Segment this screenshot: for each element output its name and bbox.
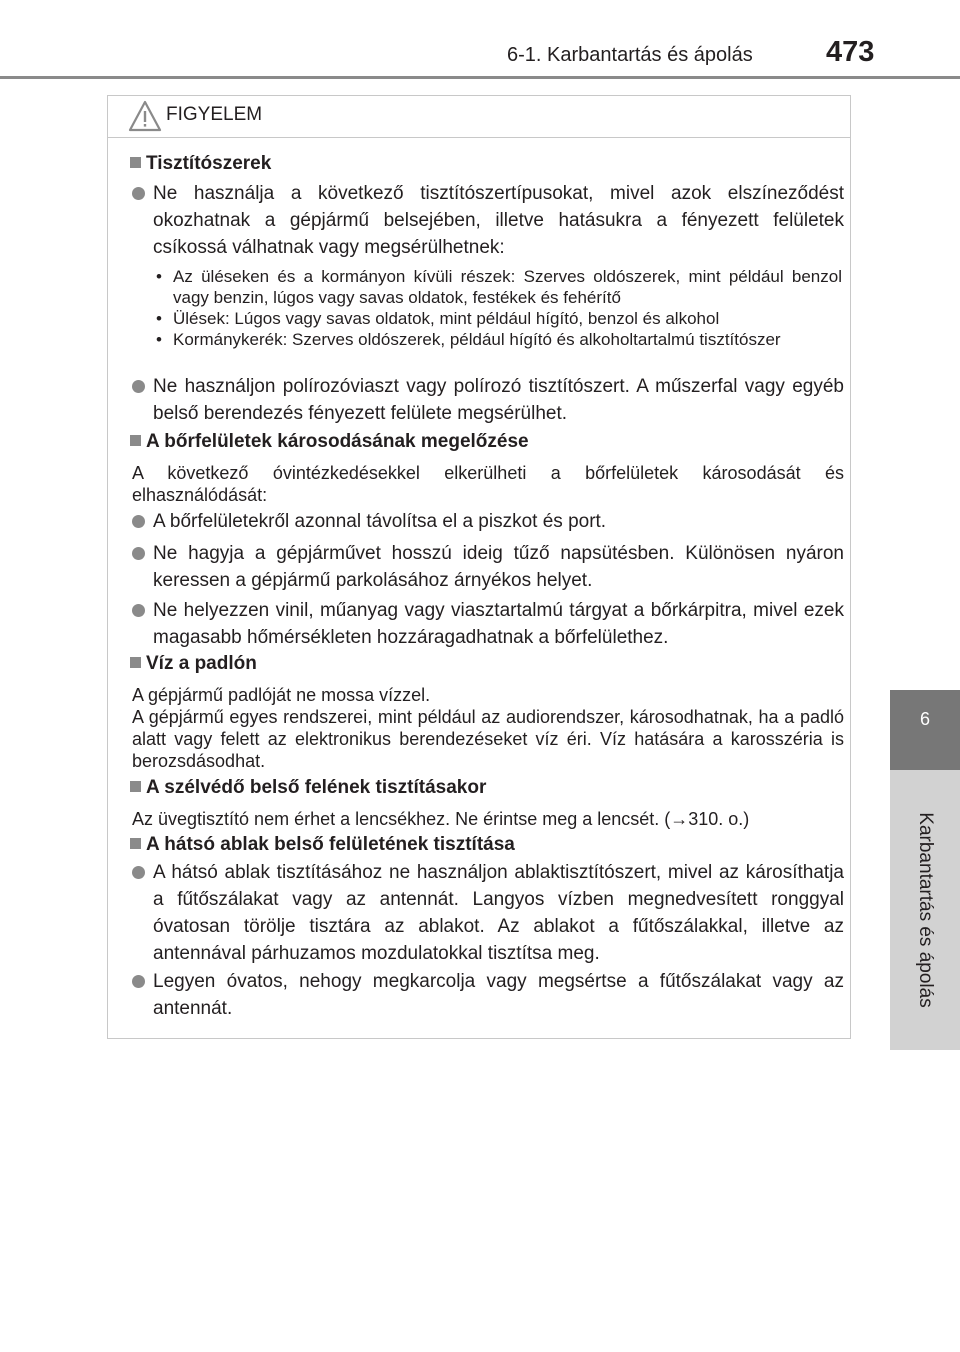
- list-item: [132, 508, 844, 535]
- list-item: [132, 968, 844, 1022]
- bullet-icon: [132, 515, 145, 528]
- section-square-icon: [130, 781, 141, 792]
- bullet-icon: [132, 604, 145, 617]
- section-square-icon: [130, 157, 141, 168]
- section-heading: Tisztítószerek: [130, 153, 271, 175]
- section-square-icon: [130, 435, 141, 446]
- list-item: [132, 540, 844, 594]
- bullet-icon: [132, 975, 145, 988]
- bullet-icon: [132, 866, 145, 879]
- sub-list: [156, 266, 842, 350]
- list-item: [132, 373, 844, 427]
- warning-box-header: [108, 96, 850, 138]
- list-item-text: Ne helyezzen vinil, műanyag vagy viasztartalmú tárgyat a bőrkárpitra, mivel ezek magasabb hőmérsékleten hozzáragadhatnak a bőrfelülethez.: [153, 600, 844, 648]
- page-section-title: 6-1. Karbantartás és ápolás: [507, 44, 753, 66]
- list-item-text: A hátsó ablak tisztításához ne használjon ablaktisztítószert, mivel az károsíthatja a fűtőszálakat vagy az antennát. Langyos vízben megnedvesített ronggyal óvatosan törölje tisztára az ablakot. Az ablakot a fűtőszálakkal, illetve az antennával párhuzamos mozdulatokkal tisztítsa meg.: [153, 862, 844, 964]
- warning-triangle-icon: [128, 100, 162, 132]
- list-item: [132, 180, 844, 261]
- bullet-icon: [132, 547, 145, 560]
- list-item-text: Legyen óvatos, nehogy megkarcolja vagy megsértse a fűtőszálakat vagy az antennát.: [153, 971, 844, 1019]
- section-heading: A hátsó ablak belső felületének tisztítása: [130, 834, 515, 856]
- warning-box: [107, 95, 851, 1039]
- page-number: 473: [826, 36, 875, 68]
- list-item-text: Ne használjon polírozóviaszt vagy polírozó tisztítószert. A műszerfal vagy egyéb belső berendezés fényezett felülete megsérülhet.: [153, 376, 844, 424]
- sub-list-item: • Kormánykerék: Szerves oldószerek, például hígító és alkoholtartalmú tisztítószer: [156, 329, 842, 350]
- bullet-icon: [132, 380, 145, 393]
- list-item: [132, 597, 844, 651]
- body-line: A gépjármű padlóját ne mossa vízzel.: [132, 685, 431, 705]
- section-heading: Víz a padlón: [130, 653, 257, 675]
- chapter-number: 6: [919, 709, 930, 729]
- section-square-icon: [130, 657, 141, 668]
- sub-list-item: • Ülések: Lúgos vagy savas oldatok, mint például hígító, benzol és alkohol: [156, 308, 842, 329]
- header-rule: [0, 76, 960, 79]
- list-item-text: Ne használja a következő tisztítószertípusokat, mivel azok elszíneződést okozhatnak a gépjármű belsejében, illetve hatásukra a fényezett felületek csíkossá válhatnak vagy megsérülhetnek:: [153, 183, 844, 258]
- chapter-tab-number: [890, 690, 960, 770]
- bullet-icon: [132, 187, 145, 200]
- section-intro: A következő óvintézkedésekkel elkerülheti a bőrfelületek károsodását és elhasználódását:: [132, 463, 844, 505]
- sub-list-item: • Az üléseken és a kormányon kívüli részek: Szerves oldószerek, mint például benzol vagy benzin, lúgos vagy savas oldatok, festékek és fehérítő: [156, 266, 842, 308]
- section-heading: A szélvédő belső felének tisztításakor: [130, 777, 486, 799]
- section-square-icon: [130, 838, 141, 849]
- section-heading: A bőrfelületek károsodásának megelőzése: [130, 431, 529, 453]
- section-body: Az üvegtisztító nem érhet a lencsékhez. Ne érintse meg a lencsét. (→310. o.): [132, 809, 750, 829]
- warning-label: FIGYELEM: [166, 104, 263, 125]
- list-item-text: Ne hagyja a gépjárművet hosszú ideig tűző napsütésben. Különösen nyáron keressen a gépjármű parkolásához árnyékos helyet.: [153, 543, 844, 591]
- body-line: A gépjármű egyes rendszerei, mint például az audiorendszer, károsodhatnak, ha a padló alatt vagy felett az elektronikus berendezéseket víz éri. Víz hatására a karosszéria is berozsdásodhat.: [132, 707, 844, 771]
- section-body: [132, 684, 844, 772]
- list-item: [132, 859, 844, 967]
- list-item-text: A bőrfelületekről azonnal távolítsa el a piszkot és port.: [153, 511, 607, 532]
- chapter-tab-title: Karbantartás és ápolás: [915, 812, 936, 1008]
